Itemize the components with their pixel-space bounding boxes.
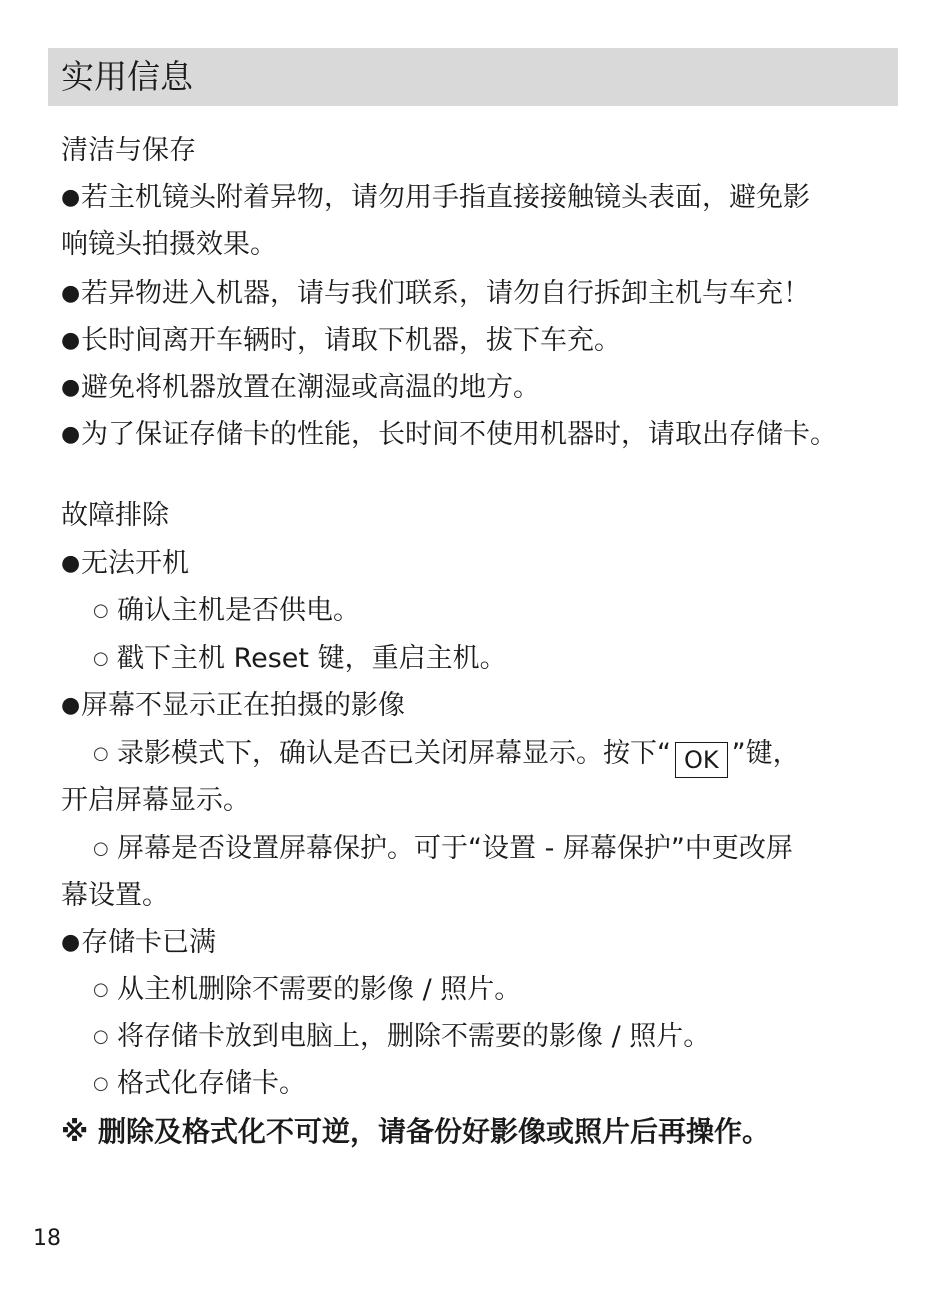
circle-bullet-icon: ○: [93, 979, 109, 1000]
circle-bullet-icon: ○: [93, 838, 109, 859]
cleaning-item-text: 若主机镜头附着异物，请勿用手指直接接触镜头表面，避免影: [81, 182, 810, 213]
solution-continuation: 幕设置。: [61, 880, 169, 911]
circle-bullet-icon: ○: [93, 648, 109, 669]
solution-text: 录影模式下，确认是否已关闭屏幕显示。按下“: [117, 738, 671, 769]
bullet-icon: ●: [61, 551, 81, 576]
problem-heading-text: 屏幕不显示正在拍摄的影像: [81, 690, 405, 721]
solution-text: ”键，: [731, 738, 800, 769]
cleaning-item-text: 长时间离开车辆时，请取下机器，拔下车充。: [81, 325, 621, 356]
solution-text: 确认主机是否供电。: [117, 595, 360, 626]
solution-text: 格式化存储卡。: [117, 1068, 306, 1099]
problem-heading: [61, 688, 405, 724]
solution-text: 从主机删除不需要的影像 / 照片。: [117, 974, 522, 1005]
bullet-icon: ●: [61, 693, 81, 718]
circle-bullet-icon: ○: [93, 1026, 109, 1047]
bullet-icon: ●: [61, 375, 81, 400]
cleaning-title: 清洁与保存: [61, 135, 196, 166]
page-number: 18: [33, 1226, 61, 1251]
circle-bullet-icon: ○: [93, 743, 109, 764]
troubleshooting-title: 故障排除: [61, 500, 169, 531]
cleaning-item-text: 若异物进入机器，请与我们联系，请勿自行拆卸主机与车充！: [81, 278, 810, 309]
solution-text: 戳下主机 Reset 键，重启主机。: [117, 643, 507, 674]
cleaning-item-continuation: 响镜头拍摄效果。: [61, 229, 277, 260]
cleaning-item-text: 避免将机器放置在潮湿或高温的地方。: [81, 372, 540, 403]
solution-item: [93, 1019, 710, 1055]
solution-item: [93, 736, 800, 778]
bullet-icon: ●: [61, 328, 81, 353]
problem-heading-text: 存储卡已满: [81, 927, 216, 958]
cleaning-item: [61, 370, 540, 406]
section-header: [48, 48, 898, 106]
ok-key-label: OK: [675, 742, 728, 778]
solution-continuation: 开启屏幕显示。: [61, 785, 250, 816]
solution-item: [93, 641, 507, 677]
circle-bullet-icon: ○: [93, 600, 109, 621]
solution-item: [93, 593, 360, 629]
bullet-icon: ●: [61, 422, 81, 447]
solution-item: [93, 1066, 306, 1102]
problem-heading: [61, 546, 189, 582]
bullet-icon: ●: [61, 185, 81, 210]
solution-item: [93, 831, 793, 867]
cleaning-item: [61, 276, 810, 312]
circle-bullet-icon: ○: [93, 1073, 109, 1094]
bullet-icon: ●: [61, 281, 81, 306]
problem-heading-text: 无法开机: [81, 548, 189, 579]
problem-heading: [61, 925, 216, 961]
bullet-icon: ●: [61, 930, 81, 955]
solution-item: [93, 972, 521, 1008]
cleaning-item: [61, 417, 837, 453]
cleaning-item: [61, 323, 621, 359]
cleaning-item: [61, 180, 810, 216]
solution-text: 将存储卡放到电脑上，删除不需要的影像 / 照片。: [117, 1021, 711, 1052]
cleaning-item-text: 为了保证存储卡的性能，长时间不使用机器时，请取出存储卡。: [81, 419, 837, 450]
section-title: 实用信息: [61, 57, 193, 96]
solution-text: 屏幕是否设置屏幕保护。可于“设置 - 屏幕保护”中更改屏: [117, 833, 793, 864]
warning-note: ※ 删除及格式化不可逆，请备份好影像或照片后再操作。: [61, 1115, 770, 1148]
